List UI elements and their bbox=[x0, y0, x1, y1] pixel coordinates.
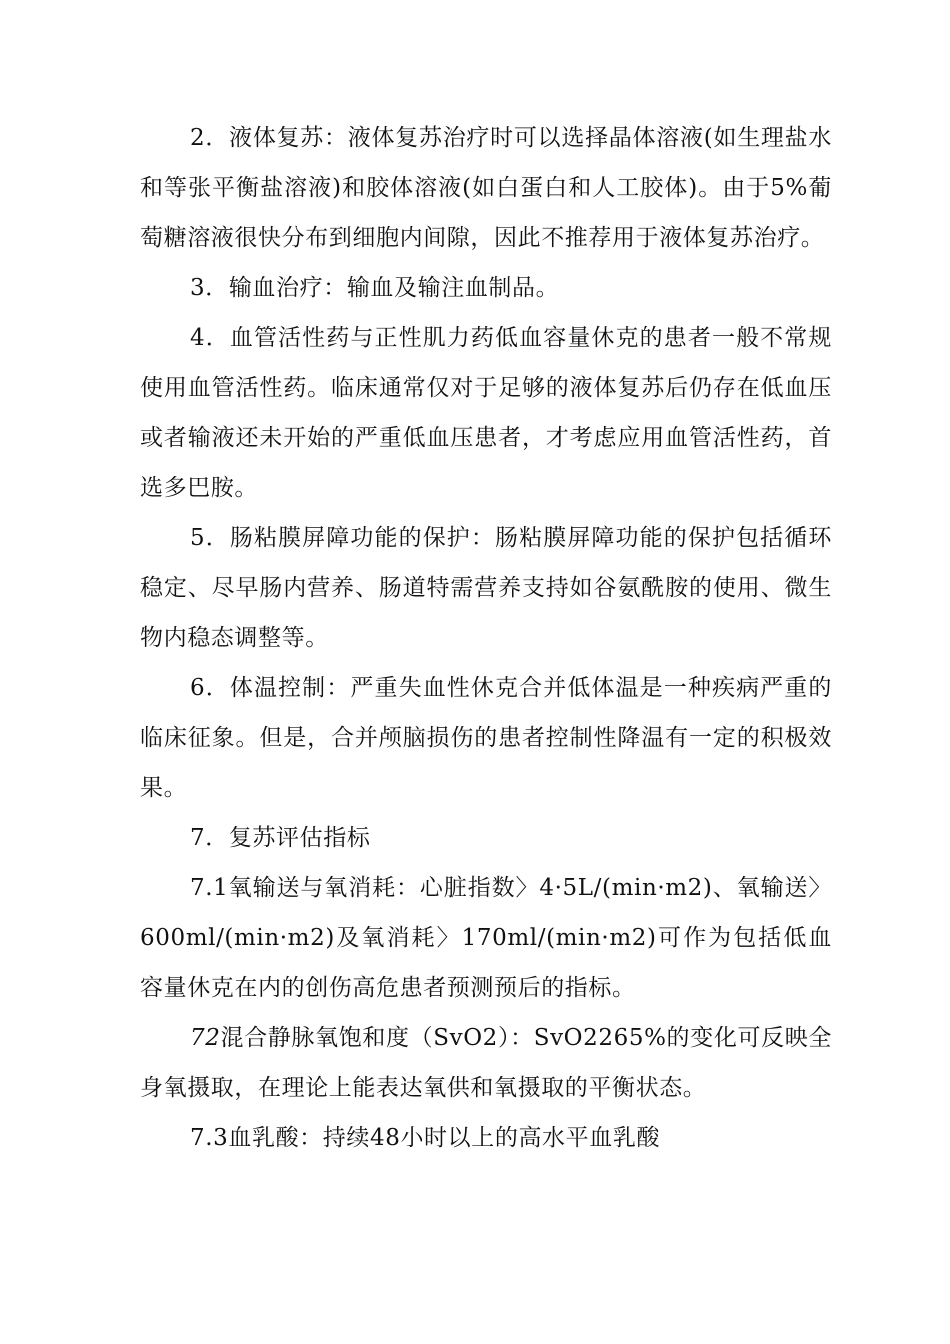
document-body bbox=[140, 113, 832, 1163]
paragraph-oxygen-delivery: 7.1氧输送与氧消耗：心脏指数〉4·5L/(min·m2)、氧输送〉600ml/(min·m2)及氧消耗〉170ml/(min·m2)可作为包括低血容量休克在内的创伤高危患者预测预后的指标。 bbox=[140, 875, 832, 1001]
paragraph-vasoactive-drugs: 4．血管活性药与正性肌力药低血容量休克的患者一般不常规使用血管活性药。临床通常仅对于足够的液体复苏后仍存在低血压或者输液还未开始的严重低血压患者，才考虑应用血管活性药，首选多巴胺。 bbox=[140, 325, 832, 501]
paragraph-blood-transfusion: 3．输血治疗：输血及输注血制品。 bbox=[190, 275, 560, 301]
paragraph-temperature-control: 6．体温控制：严重失血性休克合并低体温是一种疾病严重的临床征象。但是，合并颅脑损伤的患者控制性降温有一定的积极效果。 bbox=[140, 675, 832, 801]
svo2-text: 混合静脉氧饱和度（SvO2）：SvO2265%的变化可反映全身氧摄取，在理论上能表达氧供和氧摄取的平衡状态。 bbox=[140, 1025, 832, 1101]
svo2-number: 72 bbox=[190, 1025, 221, 1051]
paragraph-fluid-resuscitation: 2．液体复苏：液体复苏治疗时可以选择晶体溶液(如生理盐水和等张平衡盐溶液)和胶体溶液(如白蛋白和人工胶体)。由于5%葡萄糖溶液很快分布到细胞内间隙，因此不推荐用于液体复苏治疗。 bbox=[140, 125, 832, 251]
paragraph-resuscitation-indicators: 7．复苏评估指标 bbox=[190, 825, 371, 851]
paragraph-svo2 bbox=[140, 1013, 832, 1113]
paragraph-intestinal-barrier: 5．肠粘膜屏障功能的保护：肠粘膜屏障功能的保护包括循环稳定、尽早肠内营养、肠道特需营养支持如谷氨酰胺的使用、微生物内稳态调整等。 bbox=[140, 525, 832, 651]
paragraph-blood-lactate: 7.3血乳酸：持续48小时以上的高水平血乳酸 bbox=[190, 1125, 661, 1151]
